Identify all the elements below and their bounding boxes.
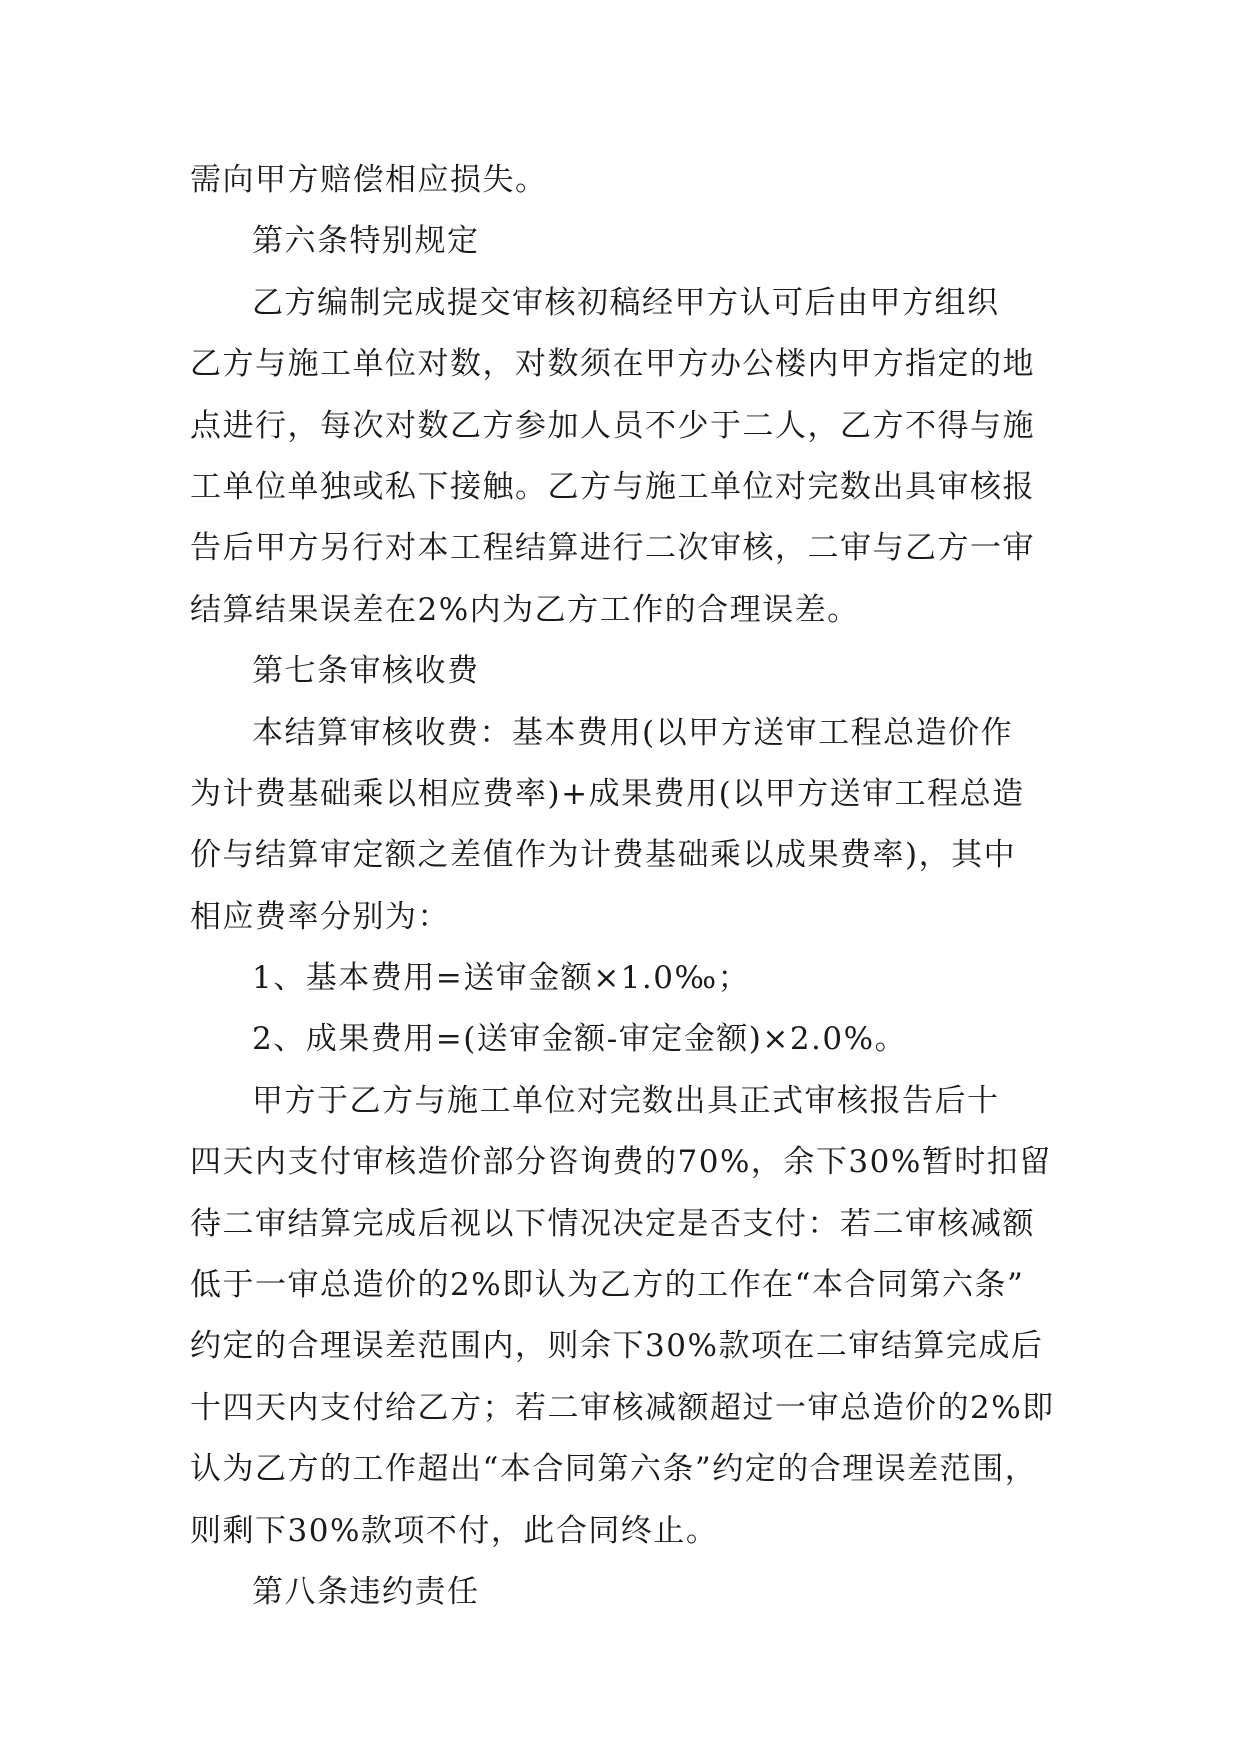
- paragraph-line: 相应费率分别为：: [190, 898, 450, 935]
- paragraph-line: 低于一审总造价的2%即认为乙方的工作在“本合同第六条”: [190, 1267, 1025, 1304]
- paragraph-line: 为计费基础乘以相应费率)+成果费用(以甲方送审工程总造: [190, 775, 1025, 812]
- paragraph-line: 告后甲方另行对本工程结算进行二次审核，二审与乙方一审: [190, 530, 1035, 567]
- document-body: [190, 150, 1070, 1623]
- paragraph-line: 待二审结算完成后视以下情况决定是否支付：若二审核减额: [190, 1205, 1035, 1242]
- paragraph-line: 本结算审核收费：基本费用(以甲方送审工程总造价作: [252, 714, 1014, 751]
- paragraph-line: 约定的合理误差范围内，则余下30%款项在二审结算完成后: [190, 1328, 1044, 1365]
- paragraph-line: 四天内支付审核造价部分咨询费的70%，余下30%暂时扣留: [190, 1144, 1052, 1181]
- list-item: 1、基本费用=送审金额×1.0‰；: [252, 960, 751, 997]
- paragraph-line: 乙方与施工单位对数，对数须在甲方办公楼内甲方指定的地: [190, 346, 1035, 383]
- list-item: 2、成果费用=(送审金额-审定金额)×2.0%。: [252, 1021, 908, 1058]
- section-heading-6: 第六条特别规定: [252, 223, 480, 260]
- paragraph-line: 乙方编制完成提交审核初稿经甲方认可后由甲方组织: [252, 284, 1000, 321]
- paragraph-line: 结算结果误差在2%内为乙方工作的合理误差。: [190, 591, 860, 628]
- paragraph-line: 点进行，每次对数乙方参加人员不少于二人，乙方不得与施: [190, 407, 1035, 444]
- paragraph-line: 需向甲方赔偿相应损失。: [190, 162, 548, 198]
- paragraph-line: 工单位单独或私下接触。乙方与施工单位对完数出具审核报: [190, 468, 1035, 505]
- paragraph-line: 甲方于乙方与施工单位对完数出具正式审核报告后十: [252, 1082, 1000, 1119]
- section-heading-8: 第八条违约责任: [252, 1573, 480, 1610]
- paragraph-line: 认为乙方的工作超出“本合同第六条”约定的合理误差范围，: [190, 1451, 1038, 1488]
- paragraph-line: 则剩下30%款项不付，此合同终止。: [190, 1512, 719, 1549]
- section-heading-7: 第七条审核收费: [252, 653, 480, 690]
- paragraph-line: 价与结算审定额之差值作为计费基础乘以成果费率)，其中: [190, 837, 1017, 874]
- paragraph-line: 十四天内支付给乙方；若二审核减额超过一审总造价的2%即: [190, 1389, 1055, 1426]
